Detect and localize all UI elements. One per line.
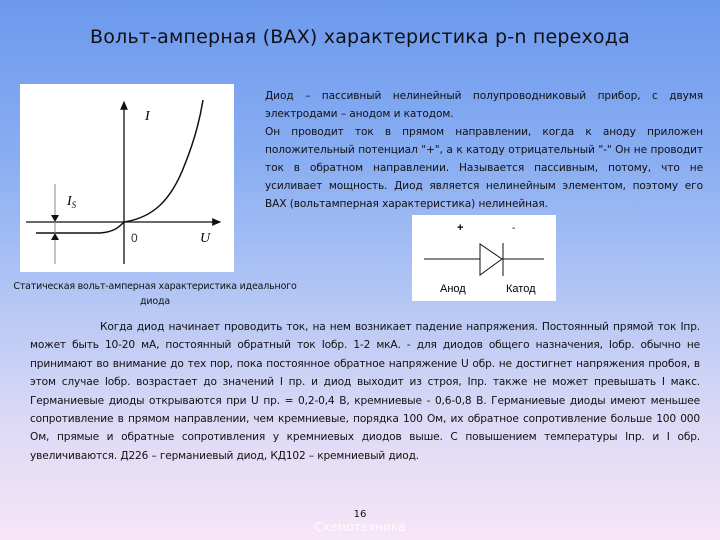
i-axis-label: I bbox=[145, 109, 150, 124]
plus-label: + bbox=[457, 222, 464, 234]
footer-text: Схемотехника bbox=[314, 520, 406, 534]
slide-title: Вольт-амперная (ВАХ) характеристика p-n перехода bbox=[90, 26, 630, 48]
diode-symbol-image bbox=[412, 215, 556, 301]
description-paragraph: Диод – пассивный нелинейный полупроводниковый прибор, с двумя электродами – анодом и катодом. bbox=[265, 90, 703, 120]
u-axis-label: U bbox=[200, 231, 211, 246]
is-label: $I_S$ bbox=[67, 194, 77, 210]
graph-caption: Статическая вольт-амперная характеристика идеального диода bbox=[13, 281, 297, 307]
iv-curve bbox=[36, 100, 203, 233]
diode-description bbox=[265, 87, 703, 213]
iv-curve-plot bbox=[20, 84, 234, 272]
page-number: 16 bbox=[353, 509, 367, 520]
description-paragraph: Он проводит ток в прямом направлении, когда к аноду приложен положительный потенциал "+", а к катоду отрицательный "-" Он не проводит ток в обратном направлении. Называется пассивным, потому, что не усиливает мощность. Диод является нелинейным элементом, поэтому его ВАХ (вольтамперная характеристика) нелинейная. bbox=[265, 126, 703, 210]
origin-label: 0 bbox=[131, 231, 138, 245]
iv-characteristic-graph bbox=[20, 84, 234, 272]
diode-symbol bbox=[412, 215, 556, 301]
anode-label: Анод bbox=[440, 283, 466, 295]
cathode-label: Катод bbox=[506, 283, 536, 295]
minus-label: - bbox=[512, 223, 516, 234]
body-paragraph: Когда диод начинает проводить ток, на нем возникает падение напряжения. Постоянный прямой ток Iпр. может быть 10-20 мА, постоянный обратный ток Iобр. 1-2 мкА. - для диодов общего назначения, Iобр. обычно не принимают во внимание до тех пор, пока постоянное обратное напряжение U обр. не достигнет напряжения пробоя, в этом случае Iобр. возрастает до значений I пр. и диод выходит из строя, Iпр. также не может превышать I макс. Германиевые диоды открываются при U пр. = 0,2-0,4 В, кремниевые - 0,6-0,8 В. Германиевые диоды имеют меньшее сопротивление в прямом направлении, чем кремниевые, порядка 100 Ом, их обратное сопротивление больше 100 000 Ом, прямые и обратные сопротивления у кремниевых диодов выше. С повышением температуры Iпр. и I обр. увеличиваются. Д226 – германиевый диод, КД102 – кремниевый диод. bbox=[30, 321, 700, 462]
